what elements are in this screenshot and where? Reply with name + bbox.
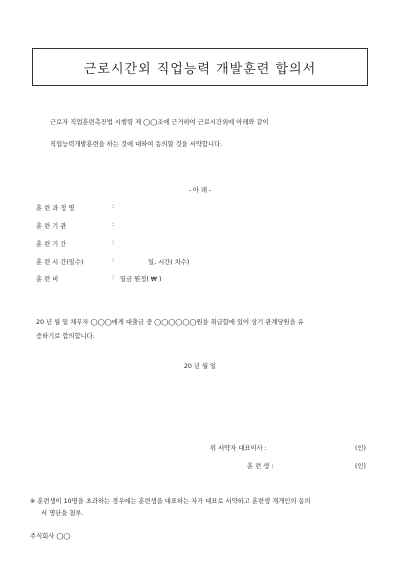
signature-trainee-label: 훈 련 생 :: [247, 463, 274, 470]
agreement-line-1: 20 년 월 일 채무자 ◯◯◯에게 대출금 중 ◯◯◯◯◯◯원을 취급함에 있어 상기 관계당원을 유: [36, 319, 304, 326]
item-colon-hours: :: [112, 257, 115, 264]
company-name: 주식회사 ◯◯: [30, 533, 71, 540]
item-colon-period: :: [112, 239, 115, 246]
item-colon-cost: :: [112, 274, 115, 281]
note-line-2: 서 명단을 첨부.: [41, 510, 84, 517]
date-line: 20 년 월 일: [183, 363, 217, 370]
item-label-period: 훈 련 기 간: [36, 241, 67, 248]
item-label-cost: 훈 련 비: [36, 276, 59, 283]
signature-ceo-seal: (인): [355, 445, 366, 452]
item-colon-course: :: [112, 203, 115, 210]
item-value-cost: 일금 원정( ₩ ): [120, 276, 162, 283]
item-label-institution: 훈 련 기 관: [36, 223, 67, 230]
signature-ceo-label: 위 서약자 대표이사 :: [210, 445, 267, 452]
section-heading: - 아 래 -: [188, 187, 212, 194]
intro-line-2: 직업능력개발훈련을 하는 것에 대하여 동의할 것을 서약합니다.: [50, 141, 223, 148]
item-value-hours: 일, 시간( 차수): [148, 259, 190, 266]
note-line-1: ※ 훈련생이 10명을 초과하는 경우에는 훈련생을 대표하는 자가 대표로 서약하고 훈련생 개개인의 동의: [30, 498, 311, 505]
item-colon-institution: :: [112, 221, 115, 228]
item-label-hours: 훈 련 시 간(일수): [36, 259, 84, 266]
agreement-line-2: 증하기로 합의합니다.: [36, 333, 95, 340]
document-title-box: [32, 48, 368, 86]
document-title: 근로시간외 직업능력 개발훈련 합의서: [83, 61, 317, 77]
intro-line-1: 근로자 직업훈련촉진법 시행령 제 ◯◯조에 근거하여 근로시간외에 아래와 같이: [50, 119, 269, 126]
item-label-course: 훈 련 과 정 명: [36, 205, 75, 212]
signature-trainee-seal: (인): [355, 463, 366, 470]
